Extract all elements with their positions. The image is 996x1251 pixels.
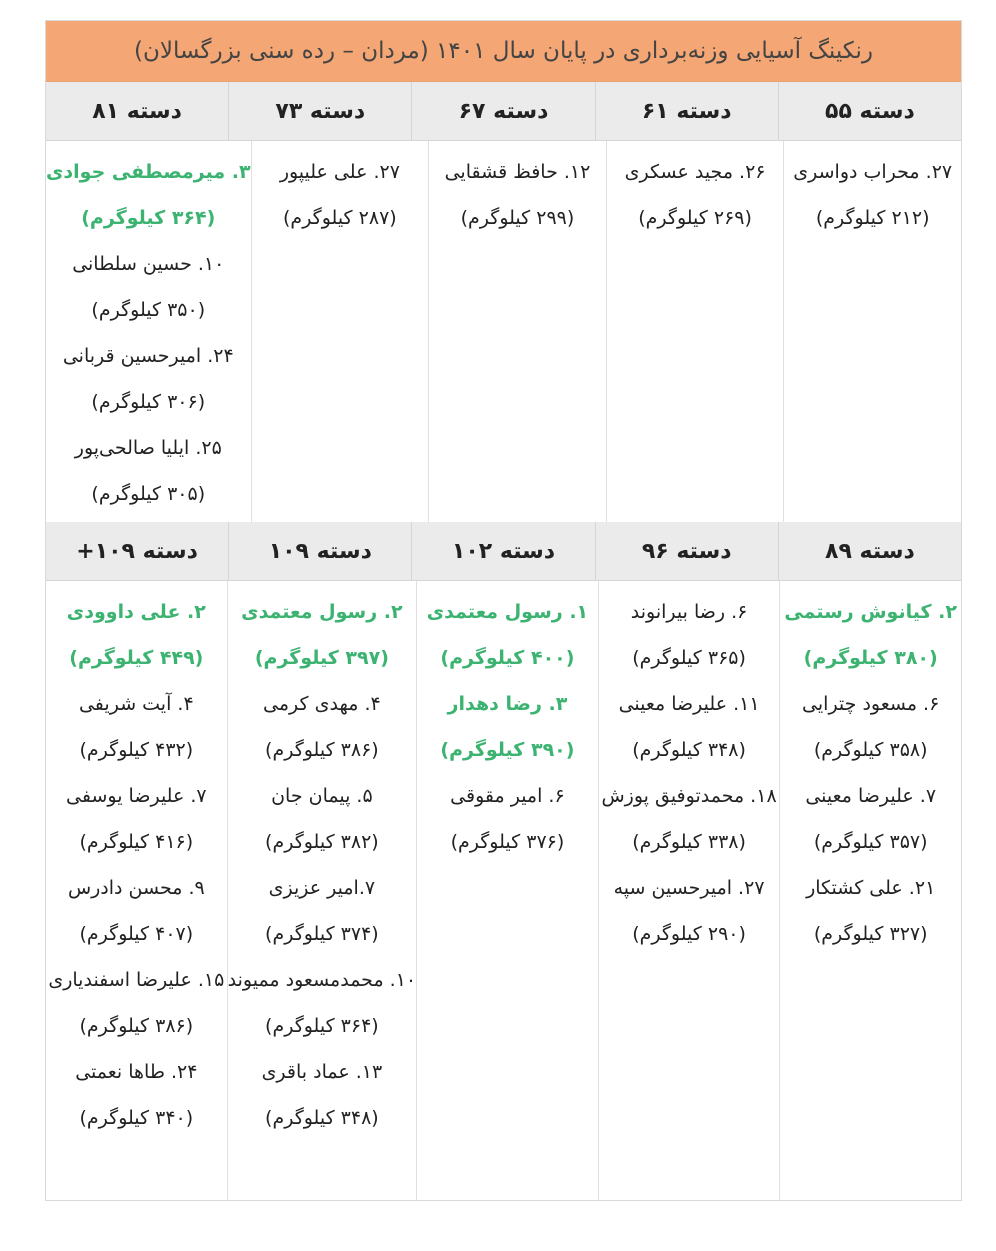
- athlete-total: (۲۶۹ کیلوگرم): [638, 207, 752, 229]
- athlete-entry-medal: [417, 589, 598, 681]
- athlete-entry: [46, 957, 227, 1049]
- athlete-total: (۲۱۲ کیلوگرم): [815, 207, 930, 229]
- category-header: دسته ۱۰۹: [228, 522, 411, 580]
- category-header: دسته ۶۱: [595, 82, 778, 140]
- athlete-entry: [599, 681, 780, 773]
- category-header: دسته ۶۷: [411, 82, 594, 140]
- category-header: دسته ۱۰۹+: [76, 538, 198, 564]
- athlete-total: (۳۳۸ کیلوگرم): [632, 831, 746, 853]
- athlete-total: (۴۰۷ کیلوگرم): [79, 923, 194, 945]
- athlete-entry-medal: [46, 589, 227, 681]
- athlete-name: ۲۱. علی کشتکار: [806, 877, 936, 899]
- athlete-entry: [599, 589, 780, 681]
- athlete-total: (۳۸۲ کیلوگرم): [265, 831, 379, 853]
- category-column: [416, 581, 598, 1201]
- athlete-name: ۱۰. حسین سلطانی: [72, 253, 225, 275]
- athlete-entry-medal: [228, 589, 416, 681]
- category-column: [779, 581, 961, 1201]
- athlete-total: (۳۸۰ کیلوگرم): [803, 647, 938, 669]
- athlete-entry: [228, 1049, 416, 1141]
- category-header: دسته ۷۳: [228, 82, 411, 140]
- athlete-total: (۳۵۸ کیلوگرم): [813, 739, 928, 761]
- athlete-total: (۳۸۶ کیلوگرم): [79, 1015, 194, 1037]
- athlete-total: (۳۰۶ کیلوگرم): [91, 391, 206, 413]
- athlete-name: ۷. علیرضا معینی: [805, 785, 937, 807]
- category-header: دسته ۵۵: [778, 82, 961, 140]
- athlete-entry: [46, 773, 227, 865]
- category-body-row: [46, 581, 961, 1201]
- athlete-name: ۱۳. عماد باقری: [261, 1061, 383, 1083]
- athlete-entry: [46, 1049, 227, 1141]
- athlete-name: ۲. کیانوش رستمی: [784, 601, 957, 623]
- athlete-total: (۳۲۷ کیلوگرم): [813, 923, 928, 945]
- athlete-name: ۲۷. امیرحسین سپه: [613, 877, 765, 899]
- athlete-entry: [46, 865, 227, 957]
- athlete-name: ۶. رضا بیرانوند: [630, 601, 748, 623]
- athlete-name: ۳. رضا دهدار: [447, 693, 568, 715]
- category-header: دسته ۸۹: [778, 522, 961, 580]
- athlete-total: (۳۴۸ کیلوگرم): [265, 1107, 379, 1129]
- athlete-name: ۱۱. علیرضا معینی: [618, 693, 760, 715]
- athlete-total: (۳۹۷ کیلوگرم): [254, 647, 389, 669]
- athlete-total: (۴۴۹ کیلوگرم): [69, 647, 204, 669]
- athlete-entry: [228, 773, 416, 865]
- athlete-total: (۳۶۴ کیلوگرم): [81, 207, 216, 229]
- athlete-total: (۲۸۷ کیلوگرم): [283, 207, 397, 229]
- athlete-name: ۱۰. محمدمسعود ممیوند: [227, 969, 417, 991]
- category-column: [46, 141, 251, 522]
- athlete-name: ۳. میرمصطفی جوادی: [45, 161, 251, 183]
- athlete-total: (۳۴۰ کیلوگرم): [79, 1107, 194, 1129]
- athlete-name: ۲۵. ایلیا صالحی‌پور: [74, 437, 222, 459]
- athlete-name: ۲. رسول معتمدی: [241, 601, 403, 623]
- athlete-name: ۹. محسن دادرس: [67, 877, 205, 899]
- athlete-total: (۳۸۶ کیلوگرم): [265, 739, 379, 761]
- athlete-entry: [607, 149, 784, 241]
- athlete-total: (۳۷۶ کیلوگرم): [450, 831, 565, 853]
- athlete-total: (۳۴۸ کیلوگرم): [632, 739, 746, 761]
- athlete-entry: [429, 149, 606, 241]
- athlete-entry: [780, 865, 961, 957]
- category-column: [46, 581, 227, 1201]
- category-column: [428, 141, 606, 522]
- athlete-total: (۲۹۹ کیلوگرم): [460, 207, 575, 229]
- category-column: [783, 141, 961, 522]
- athlete-total: (۴۳۲ کیلوگرم): [79, 739, 194, 761]
- ranking-table: [45, 20, 962, 1201]
- athlete-entry: [252, 149, 429, 241]
- athlete-name: ۷. علیرضا یوسفی: [66, 785, 207, 807]
- category-header: دسته ۱۰۲: [411, 522, 594, 580]
- athlete-entry: [780, 773, 961, 865]
- athlete-entry: [46, 425, 251, 517]
- athlete-entry: [228, 865, 416, 957]
- athlete-name: ۵. پیمان جان: [271, 785, 373, 807]
- athlete-name: ۴. مهدی کرمی: [263, 693, 381, 715]
- category-column: [598, 581, 780, 1201]
- athlete-entry: [780, 681, 961, 773]
- athlete-entry: [46, 241, 251, 333]
- athlete-name: ۶. امیر مقوقی: [450, 785, 565, 807]
- athlete-name: ۱۵. علیرضا اسفندیاری: [48, 969, 225, 991]
- athlete-entry: [599, 773, 780, 865]
- athlete-total: (۳۶۵ کیلوگرم): [632, 647, 746, 669]
- table-body: [46, 82, 961, 1201]
- athlete-name: ۱۸. محمدتوفیق پوزش: [601, 785, 777, 807]
- athlete-name: ۲۶. مجید عسکری: [624, 161, 766, 183]
- athlete-total: (۳۶۴ کیلوگرم): [265, 1015, 379, 1037]
- athlete-name: ۲۴. امیرحسین قربانی: [62, 345, 234, 367]
- athlete-entry-medal: [46, 149, 251, 241]
- athlete-name: ۷.امیر عزیزی: [268, 877, 376, 899]
- athlete-total: (۲۹۰ کیلوگرم): [632, 923, 746, 945]
- category-column: [606, 141, 784, 522]
- athlete-name: ۲. علی داوودی: [66, 601, 206, 623]
- category-body-row: [46, 141, 961, 522]
- category-column: [227, 581, 416, 1201]
- athlete-name: ۱۲. حافظ قشقایی: [444, 161, 591, 183]
- athlete-entry: [46, 333, 251, 425]
- athlete-total: (۴۱۶ کیلوگرم): [79, 831, 194, 853]
- athlete-name: ۶. مسعود چترایی: [802, 693, 940, 715]
- athlete-entry: [46, 681, 227, 773]
- athlete-total: (۳۵۷ کیلوگرم): [813, 831, 928, 853]
- athlete-total: (۳۰۵ کیلوگرم): [91, 483, 206, 505]
- category-header: دسته ۸۱: [92, 98, 182, 124]
- athlete-total: (۳۷۴ کیلوگرم): [265, 923, 379, 945]
- athlete-total: (۳۹۰ کیلوگرم): [440, 739, 575, 761]
- athlete-entry: [599, 865, 780, 957]
- athlete-entry-medal: [417, 681, 598, 773]
- category-column: [251, 141, 429, 522]
- category-header: دسته ۹۶: [595, 522, 778, 580]
- athlete-entry: [228, 957, 416, 1049]
- athlete-entry: [784, 149, 961, 241]
- athlete-name: ۲۴. طاها نعمتی: [75, 1061, 198, 1083]
- category-header-row: [46, 522, 961, 581]
- category-header-row: [46, 82, 961, 141]
- table-title: رنکینگ آسیایی وزنه‌برداری در پایان سال ۱۴۰۱ (مردان – رده سنی بزرگسالان): [46, 21, 961, 82]
- athlete-name: ۲۷. محراب دواسری: [793, 161, 953, 183]
- athlete-name: ۲۷. علی علیپور: [279, 161, 400, 183]
- athlete-name: ۱. رسول معتمدی: [426, 601, 589, 623]
- athlete-entry-medal: [780, 589, 961, 681]
- athlete-entry: [228, 681, 416, 773]
- athlete-entry: [417, 773, 598, 865]
- athlete-name: ۴. آیت شریفی: [78, 693, 194, 715]
- athlete-total: (۴۰۰ کیلوگرم): [440, 647, 575, 669]
- athlete-total: (۳۵۰ کیلوگرم): [91, 299, 206, 321]
